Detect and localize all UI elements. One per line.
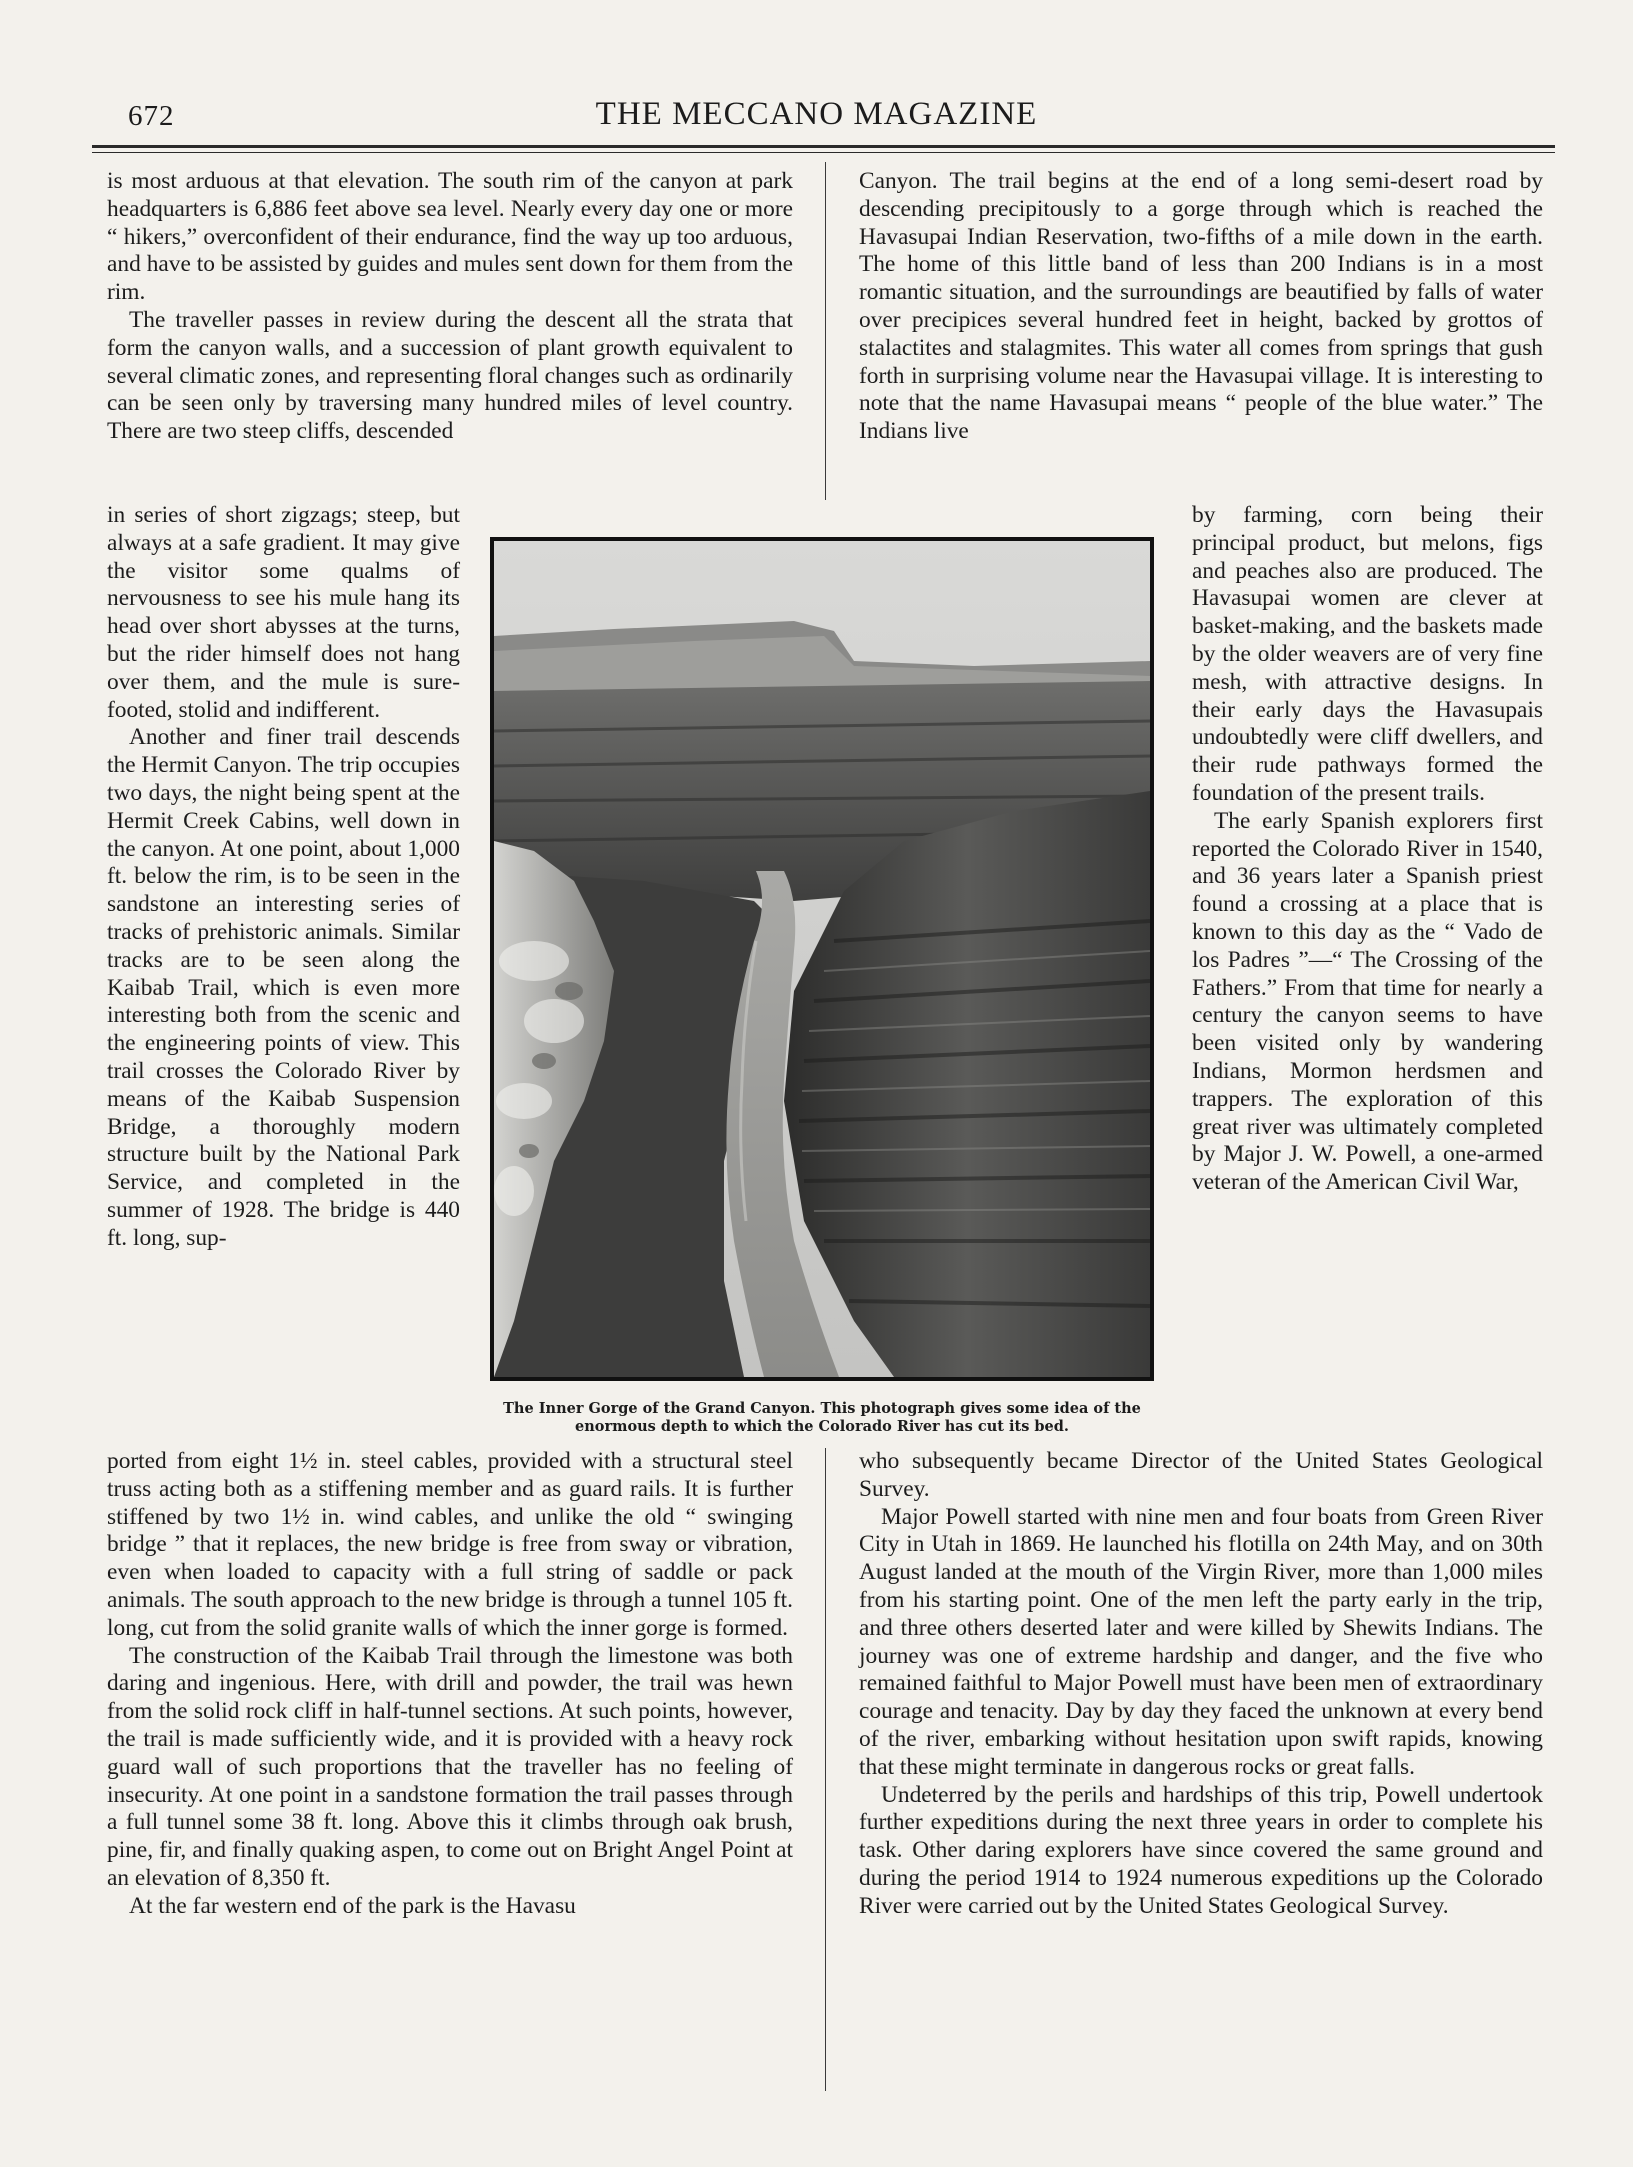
header-rule-thin [92, 152, 1555, 153]
right-column-top [859, 168, 1543, 446]
page-title: THE MECCANO MAGAZINE [595, 96, 1038, 132]
right-column-bottom [859, 1448, 1543, 1921]
paragraph: The construction of the Kaibab Trail through the limestone was both daring and ingenious. Here, with drill and powder, the trail was hewn from the solid rock cliff in half-tunnel sections. At such points, however, the trail is made sufficiently wide, and it is provided with a heavy rock guard wall of such proportions that the traveller has no feeling of insecurity. At one point in a sandstone formation the trail passes through a full tunnel some 38 ft. long. Above this it climbs through oak brush, pine, fir, and finally quaking aspen, to come out on Bright Angel Point at an elevation of 8,350 ft. [107, 1642, 793, 1891]
header-rule [92, 145, 1555, 148]
paragraph: The early Spanish explorers first reported the Colorado River in 1540, and 36 years later a Spanish priest found a crossing at a place that is known to this day as the “ Vado de los Padres ”—“ The Crossing of the Fathers.” From that time for nearly a century the canyon seems to have been visited only by wandering Indians, Mormon herdsmen and trappers. The exploration of this great river was ultimately completed by Major J. W. Powell, a one-armed veteran of the American Civil War, [1192, 807, 1543, 1196]
figure-caption: The Inner Gorge of the Grand Canyon. This photograph gives some idea of the enormous depth to which the Colorado River has cut its bed. [503, 1400, 1141, 1435]
paragraph: Another and finer trail descends the Hermit Canyon. The trip occupies two days, the night being spent at the Hermit Creek Cabins, well down in the canyon. At one point, about 1,000 ft. below the rim, is to be seen in the sandstone an interesting series of tracks of prehistoric animals. Similar tracks are to be seen along the Kaibab Trail, which is even more interesting both from the scenic and the engineering points of view. This trail crosses the Colorado River by means of the Kaibab Suspension Bridge, a thoroughly modern structure built by the National Park Service, and completed in the summer of 1928. The bridge is 440 ft. long, sup- [107, 724, 460, 1251]
paragraph: Major Powell started with nine men and four boats from Green River City in Utah in 1869. He launched his flotilla on 24th May, and on 30th August landed at the mouth of the Virgin River, more than 1,000 miles from his starting point. One of the men left the party early in the trip, and three others deserted later and were killed by Shewits Indians. The journey was one of extreme hardship and danger, and the five who remained faithful to Major Powell must have been men of extraordinary courage and tenacity. Day by day they faced the unknown at every bend of the river, embarking without hesitation upon swift rapids, knowing that these might terminate in dangerous rocks or great falls. [859, 1503, 1543, 1780]
left-column-bottom [107, 1448, 793, 1921]
left-column-top [107, 168, 793, 446]
paragraph: is most arduous at that elevation. The south rim of the canyon at park headquarters is 6,886 feet above sea level. Nearly every day one or more “ hikers,” overconfident of their endurance, find the way up too arduous, and have to be assisted by guides and mules sent down for them from the rim. [107, 168, 793, 306]
right-column-narrow [1192, 502, 1543, 1197]
column-divider-top [825, 162, 826, 500]
paragraph: by farming, corn being their principal product, but melons, figs and peaches also are produced. The Havasupai women are clever at basket-making, and the baskets made by the older weavers are of very fine mesh, with attractive designs. In their early days the Havasupais undoubtedly were cliff dwellers, and their rude pathways formed the foundation of the present trails. [1192, 502, 1543, 806]
canyon-photo-image [494, 541, 1150, 1377]
paragraph: Canyon. The trail begins at the end of a long semi-desert road by descending precipitously to a gorge through which is reached the Havasupai Indian Reservation, two-fifths of a mile down in the earth. The home of this little band of less than 200 Indians is in a most romantic situation, and the surroundings are beautified by falls of water over precipices several hundred feet in height, backed by grottos of stalactites and stalagmites. This water all comes from springs that gush forth in surprising volume near the Havasupai village. It is interesting to note that the name Havasupai means “ people of the blue water.” The Indians live [859, 168, 1543, 445]
paragraph: Undeterred by the perils and hardships of this trip, Powell undertook further expeditions during the next three years in order to complete his task. Other daring explorers have since covered the same ground and during the period 1914 to 1924 numerous expeditions up the Colorado River were carried out by the United States Geological Survey. [859, 1781, 1543, 1919]
left-column-narrow [107, 502, 460, 1253]
paragraph: in series of short zigzags; steep, but always at a safe gradient. It may give the visitor some qualms of nervousness to see his mule hang its head over short abysses at the turns, but the rider himself does not hang over them, and the mule is sure-footed, stolid and indifferent. [107, 502, 460, 723]
canyon-photograph [490, 537, 1154, 1381]
paragraph: The traveller passes in review during the descent all the strata that form the canyon walls, and a succession of plant growth equivalent to several climatic zones, and representing floral changes such as ordinarily can be seen only by traversing many hundred miles of level country. There are two steep cliffs, descended [107, 306, 793, 445]
paragraph: ported from eight 1½ in. steel cables, provided with a structural steel truss acting both as a stiffening member and as guard rails. It is further stiffened by two 1½ in. wind cables, and unlike the old “ swinging bridge ” that it replaces, the new bridge is free from sway or vibration, even when loaded to capacity with a full string of saddle or pack animals. The south approach to the new bridge is through a tunnel 105 ft. long, cut from the solid granite walls of which the inner gorge is formed. [107, 1448, 793, 1641]
paragraph: who subsequently became Director of the United States Geological Survey. [859, 1448, 1543, 1502]
paragraph: At the far western end of the park is the Havasu [129, 1892, 576, 1919]
page-number: 672 [128, 100, 175, 132]
column-divider-bottom [825, 1448, 826, 2091]
